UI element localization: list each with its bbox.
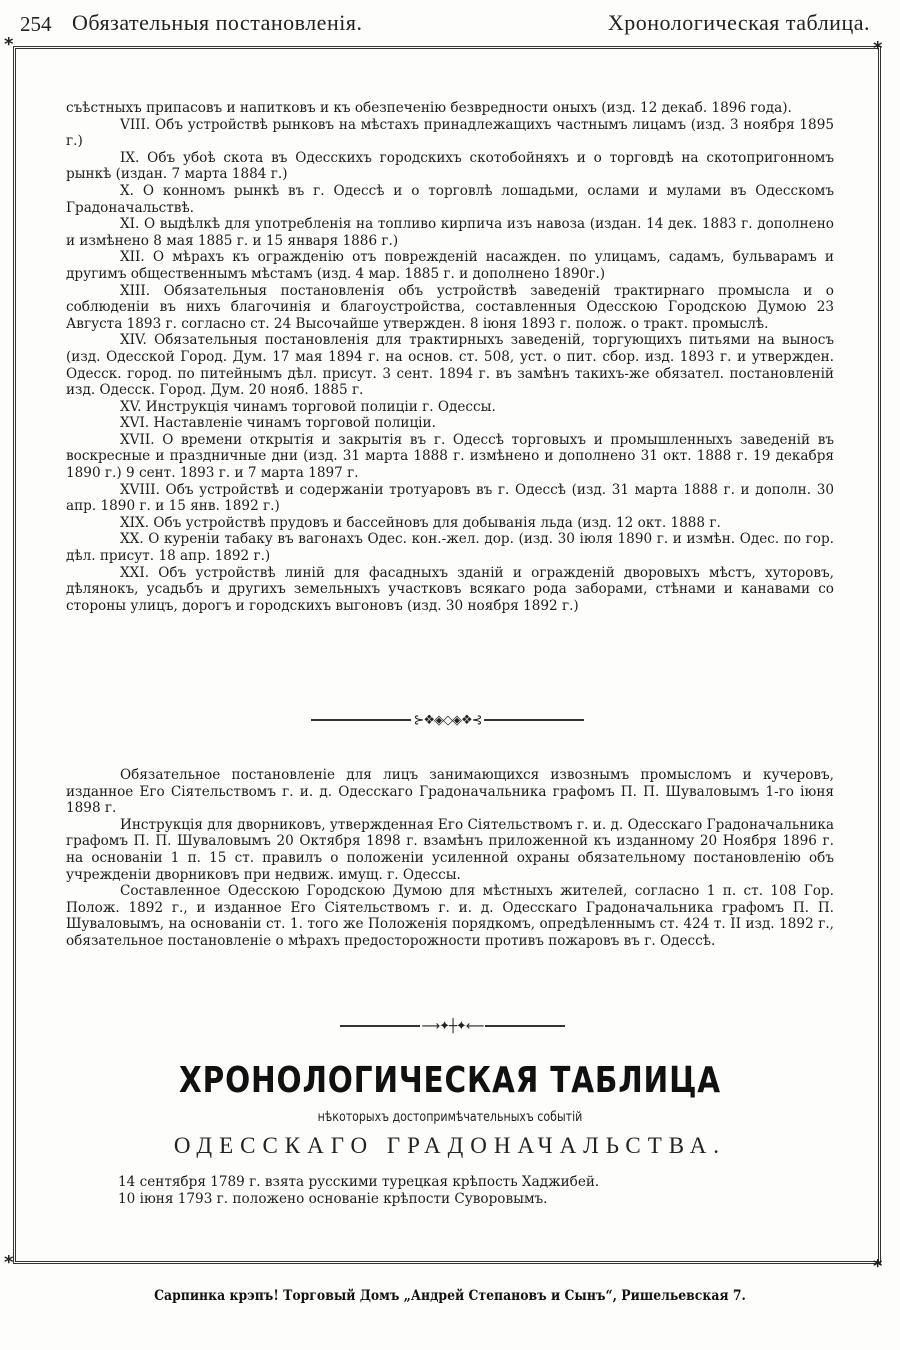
section-subtitle: нѣкоторыхъ достопримѣчательныхъ событій bbox=[317, 1110, 583, 1125]
decree-item: XX. О куреніи табаку въ вагонахъ Одес. кон.-жел. дор. (изд. 30 іюля 1890 г. и измѣн. Одес. по гор. дѣл. присут. 18 апр. 1892 г.) bbox=[66, 531, 834, 565]
running-head bbox=[20, 8, 870, 40]
corner-star-icon: * bbox=[4, 34, 14, 55]
decree-item: XIX. Объ устройствѣ прудовъ и бассейновъ для добыванія льда (изд. 12 окт. 1888 г. bbox=[120, 514, 721, 531]
divider-rule bbox=[484, 719, 584, 721]
ornamental-divider bbox=[310, 1019, 595, 1033]
decree-paragraph: Инструкція для дворниковъ, утвержденная Его Сіятельствомъ г. и. д. Одесскаго Градоначальника графомъ П. П. Шуваловымъ 20 Октября 1898 г. взамѣнъ приложенной къ изданному 20 Ноября 1896 г. на основаніи 1 п. 15 ст. правилъ о положеніи усиленной охраны обязательному постановленію объ учрежденіи дворниковъ при недвиж. имущ. г. Одессы. bbox=[66, 816, 834, 883]
additional-decrees bbox=[66, 767, 834, 950]
fleuron-icon: ⊱❖◈◇◈❖⊰ bbox=[413, 712, 482, 728]
divider-rule bbox=[311, 719, 411, 721]
decree-item: XV. Инструкція чинамъ торговой полиціи г. Одессы. bbox=[120, 398, 496, 415]
decree-item: VIII. Объ устройствѣ рынковъ на мѣстахъ принадлежащихъ частнымъ лицамъ (изд. 3 ноября 1895 г.) bbox=[66, 116, 834, 150]
footer-advertisement: Сарпинка крэпъ! Торговый Домъ „Андрей Степановъ и Сынъ“, Ришельевская 7. bbox=[154, 1288, 746, 1304]
decree-item: XI. О выдѣлкѣ для употребленія на топливо кирпича изъ навоза (издан. 14 дек. 1883 г. дополнено и измѣнено 8 мая 1885 г. и 15 января 1886 г.) bbox=[66, 216, 834, 249]
decree-item: XVIII. Объ устройствѣ и содержаніи тротуаровъ въ г. Одессѣ (изд. 31 марта 1888 г. и дополн. 30 апр. 1890 г. и 15 янв. 1892 г.) bbox=[66, 481, 834, 515]
chronology-entry: 14 сентября 1789 г. взята русскими турецкая крѣпость Хаджибей. bbox=[118, 1174, 600, 1190]
running-head-right: Хронологическая таблица. bbox=[607, 10, 870, 35]
corner-star-icon: * bbox=[873, 1256, 883, 1277]
decree-item: IX. Объ убоѣ скота въ Одесскихъ городскихъ скотобойняхъ и о торговдѣ на скотопригонномъ рынкѣ (издан. 7 марта 1884 г.) bbox=[66, 149, 834, 183]
decree-item: XII. О мѣрахъ къ огражденію отъ поврежденій насажден. по улицамъ, садамъ, бульварамъ и другимъ общественнымъ мѣстамъ (изд. 4 мар. 1885 г. и дополнено 1890г.) bbox=[66, 249, 834, 282]
divider-rule bbox=[485, 1025, 565, 1027]
section-title: ХРОНОЛОГИЧЕСКАЯ ТАБЛИЦА bbox=[179, 1060, 721, 1101]
decree-item: X. О конномъ рынкѣ въ г. Одессѣ и о торговлѣ лошадьми, ослами и мулами въ Одесскомъ Градоначальствѣ. bbox=[66, 182, 834, 216]
ornamental-divider bbox=[295, 713, 600, 727]
running-head-left: Обязательныя постановленія. bbox=[72, 10, 363, 35]
corner-star-icon: * bbox=[4, 1252, 14, 1273]
decree-paragraph: Составленное Одесскою Городскою Думою для мѣстныхъ жителей, согласно 1 п. ст. 108 Гор. Полож. 1892 г., и изданное Его Сіятельствомъ г. и. д. Одесскаго Градоначальника графомъ П. П. Шуваловымъ, на основаніи ст. 1. того же Положенія порядкомъ, опредѣленнымъ ст. 424 т. II изд. 1892 г., обязательное постановленіе о мѣрахъ предосторожности противъ пожаровъ въ г. Одессѣ. bbox=[66, 883, 834, 949]
fleuron-icon: ⟶✦┼✦⟵ bbox=[421, 1018, 484, 1034]
decree-item: XIII. Обязательныя постановленія объ устройствѣ заведеній трактирнаго промысла и о соблюденіи въ нихъ благочинія и благоустройства, составленныя Одесскою Городскою Думою 23 Августа 1893 г. согласно ст. 24 Высочайше утвержден. 8 іюня 1893 г. полож. о тракт. промыслѣ. bbox=[66, 282, 834, 332]
page-number: 254 bbox=[20, 12, 52, 36]
section-subtitle-2: ОДЕССКАГО ГРАДОНАЧАЛЬСТВА. bbox=[173, 1133, 727, 1158]
corner-star-icon: * bbox=[873, 38, 883, 59]
decree-item: XIV. Обязательныя постановленія для трактирныхъ заведеній, торгующихъ питьями на выносъ (изд. Одесской Город. Дум. 17 мая 1894 г. на основ. ст. 508, уст. о пит. сбор. изд. 1893 г. и утвержден. Одесск. город. по питейнымъ дѣл. присут. 3 сент. 1894 г. въ замѣнъ такихъ-же обязател. постановленій изд. Одесск. Город. Дум. 20 нояб. 1885 г. bbox=[66, 332, 834, 399]
decree-item: XVI. Наставленіе чинамъ торговой полиціи. bbox=[120, 415, 436, 432]
decree-item: XVII. О времени открытія и закрытія въ г. Одессѣ торговыхъ и промышленныхъ заведеній въ воскресные и праздничные дни (изд. 31 марта 1888 г. измѣнено и дополнено 31 окт. 1888 г. 19 декабря 1890 г.) 9 сент. 1893 г. и 7 марта 1897 г. bbox=[66, 431, 834, 482]
chronology-entry: 10 іюня 1793 г. положено основаніе крѣпости Суворовымъ. bbox=[118, 1190, 548, 1207]
chronology-entries bbox=[118, 1174, 798, 1207]
decree-item: XXI. Объ устройствѣ линій для фасадныхъ зданій и огражденій дворовыхъ мѣстъ, хуторовъ, дѣлянокъ, усадьбъ и другихъ земельныхъ участковъ всякаго рода заборами, стѣнами и канавами со стороны улицъ, дорогъ и городскихъ выгоновъ (изд. 30 ноября 1892 г.) bbox=[66, 564, 834, 614]
decree-paragraph: Обязательное постановленіе для лицъ занимающихся извознымъ промысломъ и кучеровъ, изданное Его Сіятельствомъ г. и. д. Одесскаго Градоначальника графомъ П. П. Шуваловымъ 1-го іюня 1898 г. bbox=[66, 767, 834, 817]
decree-item: съѣстныхъ припасовъ и напитковъ и къ обезпеченію безвредности оныхъ (изд. 12 декаб. 1896 года). bbox=[66, 100, 792, 116]
decrees-list bbox=[66, 100, 834, 614]
divider-rule bbox=[340, 1025, 420, 1027]
